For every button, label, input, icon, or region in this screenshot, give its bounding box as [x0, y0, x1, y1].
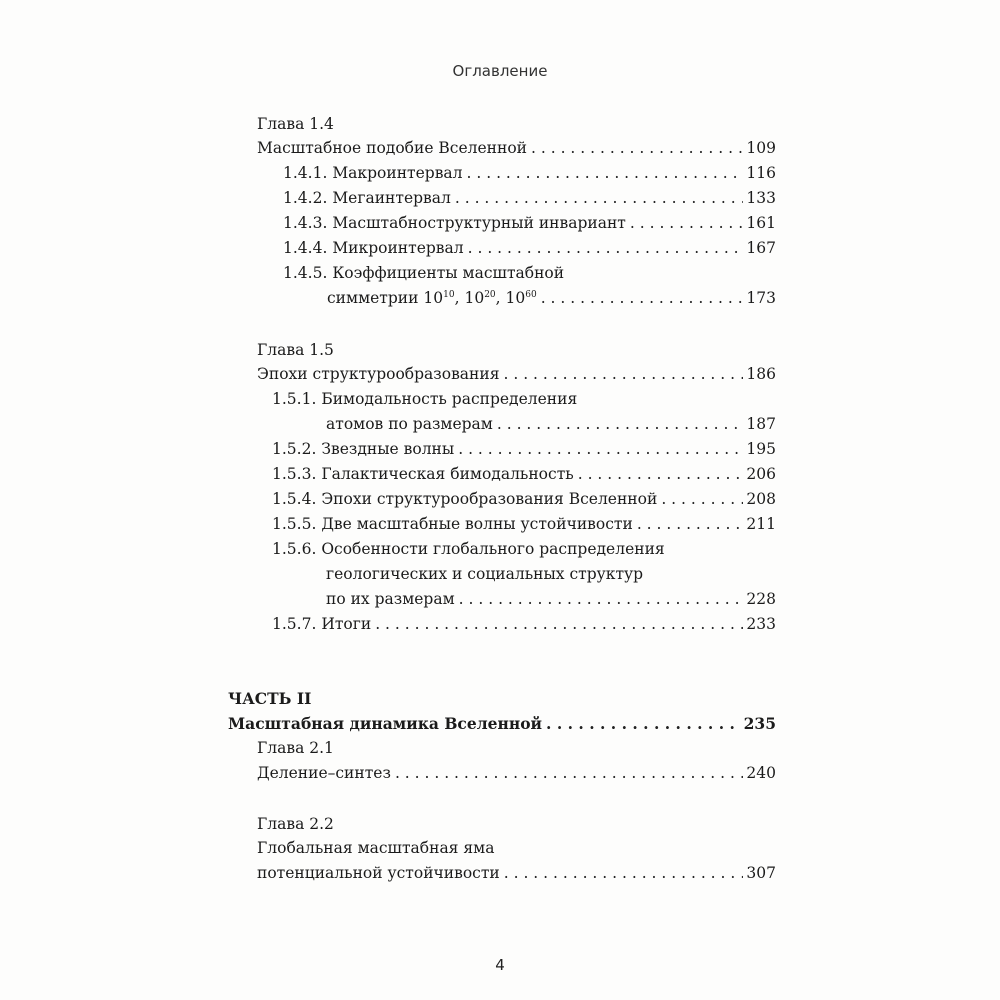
power-term: $10^{60}$: [505, 289, 537, 307]
toc-entry[interactable]: [272, 462, 776, 487]
entry-number: 1.4.2.: [283, 189, 328, 207]
toc-title: Масштабная динамика Вселенной: [228, 714, 543, 733]
entry-title: Масштабноструктурный инвариант: [332, 214, 626, 232]
page-ref: 307: [746, 864, 776, 882]
toc-entry[interactable]: [272, 512, 776, 537]
entry-title: симметрии: [327, 289, 419, 307]
page-ref: 235: [743, 714, 776, 733]
chapter-heading-2-1: Глава 2.1: [257, 739, 334, 757]
entry-title: Галактическая бимодальность: [321, 465, 574, 483]
leader-dots: [467, 161, 744, 186]
page-ref: 195: [746, 440, 776, 458]
entry-number: 1.5.4.: [272, 490, 317, 508]
leader-dots: [578, 462, 744, 487]
toc-entry-chapter-1-4[interactable]: [257, 136, 776, 161]
leader-dots: [503, 362, 743, 387]
page-ref: 240: [746, 764, 776, 782]
entry-title: Итоги: [321, 615, 372, 633]
leader-dots: [504, 861, 744, 886]
chapter-heading-1-4: Глава 1.4: [257, 115, 334, 133]
toc-entry[interactable]: [283, 211, 776, 236]
page-ref: 109: [746, 139, 776, 157]
toc-entry-chapter-2-2[interactable]: [257, 861, 776, 886]
page-ref: 206: [746, 465, 776, 483]
entry-title: Звездные волны: [321, 440, 455, 458]
leader-dots: [661, 487, 743, 512]
entry-number: 1.5.6.: [272, 540, 317, 558]
toc-entry-continuation[interactable]: [326, 587, 776, 612]
leader-dots: [637, 512, 744, 537]
page-ref: 133: [746, 189, 776, 207]
entry-title: Микроинтервал: [332, 239, 464, 257]
page-ref: 167: [746, 239, 776, 257]
entry-number: 1.5.1.: [272, 390, 317, 408]
chapter-heading-2-2: Глава 2.2: [257, 815, 334, 833]
leader-dots: [459, 587, 744, 612]
page-ref: 233: [746, 615, 776, 633]
entry-number: 1.4.3.: [283, 214, 328, 232]
entry-title: Макроинтервал: [332, 164, 463, 182]
toc-entry[interactable]: [283, 186, 776, 211]
toc-title: Масштабное подобие Вселенной: [257, 139, 528, 157]
entry-title: Особенности глобального распределения: [321, 540, 665, 558]
toc-entry[interactable]: [272, 612, 776, 637]
page-ref: 116: [746, 164, 776, 182]
toc-entry-part-2[interactable]: [228, 711, 776, 736]
page-ref: 187: [746, 415, 776, 433]
toc-entry[interactable]: [283, 236, 776, 261]
entry-number: 1.5.7.: [272, 615, 317, 633]
page-ref: 211: [746, 515, 776, 533]
toc-title: Эпохи структурообразования: [257, 365, 500, 383]
page-ref: 228: [746, 590, 776, 608]
entry-title: по их размерам: [326, 590, 455, 608]
toc-entry-line[interactable]: [272, 387, 776, 412]
toc-title: потенциальной устойчивости: [257, 864, 500, 882]
leader-dots: [395, 761, 743, 786]
toc-entry-line[interactable]: [283, 261, 776, 286]
leader-dots: [497, 412, 744, 437]
page-ref: 161: [746, 214, 776, 232]
toc-entry-chapter-2-1[interactable]: [257, 761, 776, 786]
entry-number: 1.5.2.: [272, 440, 317, 458]
leader-dots: [468, 236, 744, 261]
page-ref: 186: [746, 365, 776, 383]
toc-entry-continuation[interactable]: геологических и социальных структур: [326, 565, 644, 583]
leader-dots: [455, 186, 744, 211]
leader-dots: [630, 211, 744, 236]
part-heading: ЧАСТЬ II: [228, 689, 312, 708]
power-term: $10^{10}$: [423, 289, 455, 307]
toc-entry[interactable]: [272, 437, 776, 462]
running-head: Оглавление: [452, 62, 548, 80]
entry-title: Бимодальность распределения: [321, 390, 578, 408]
power-term: $10^{20}$: [464, 289, 496, 307]
toc-entry-line[interactable]: Глобальная масштабная яма: [257, 839, 495, 857]
leader-dots: [458, 437, 743, 462]
page-ref: 208: [746, 490, 776, 508]
entry-number: 1.5.5.: [272, 515, 317, 533]
leader-dots: [531, 136, 743, 161]
toc-entry-continuation[interactable]: [326, 412, 776, 437]
entry-number: 1.4.5.: [283, 264, 328, 282]
toc-entry[interactable]: [272, 487, 776, 512]
entry-title: Мегаинтервал: [332, 189, 451, 207]
toc-entry[interactable]: [283, 161, 776, 186]
entry-title: Две масштабные волны устойчивости: [321, 515, 633, 533]
page-ref: 173: [746, 289, 776, 307]
leader-dots: [541, 286, 744, 311]
toc-entry-line[interactable]: [272, 537, 776, 562]
leader-dots: [546, 711, 741, 736]
entry-title: Эпохи структурообразования Вселенной: [321, 490, 658, 508]
entry-title: Коэффициенты масштабной: [332, 264, 565, 282]
chapter-heading-1-5: Глава 1.5: [257, 341, 334, 359]
entry-number: 1.4.4.: [283, 239, 328, 257]
toc-entry-continuation[interactable]: симметрии $10^{10}$, $10^{20}$, $10^{60}$ . . . 173: [327, 286, 776, 311]
toc-title: Деление–синтез: [257, 764, 391, 782]
entry-number: 1.5.3.: [272, 465, 317, 483]
entry-number: 1.4.1.: [283, 164, 328, 182]
toc-entry-chapter-1-5[interactable]: [257, 362, 776, 387]
leader-dots: [375, 612, 743, 637]
entry-title: атомов по размерам: [326, 415, 493, 433]
page-number: 4: [495, 956, 505, 974]
